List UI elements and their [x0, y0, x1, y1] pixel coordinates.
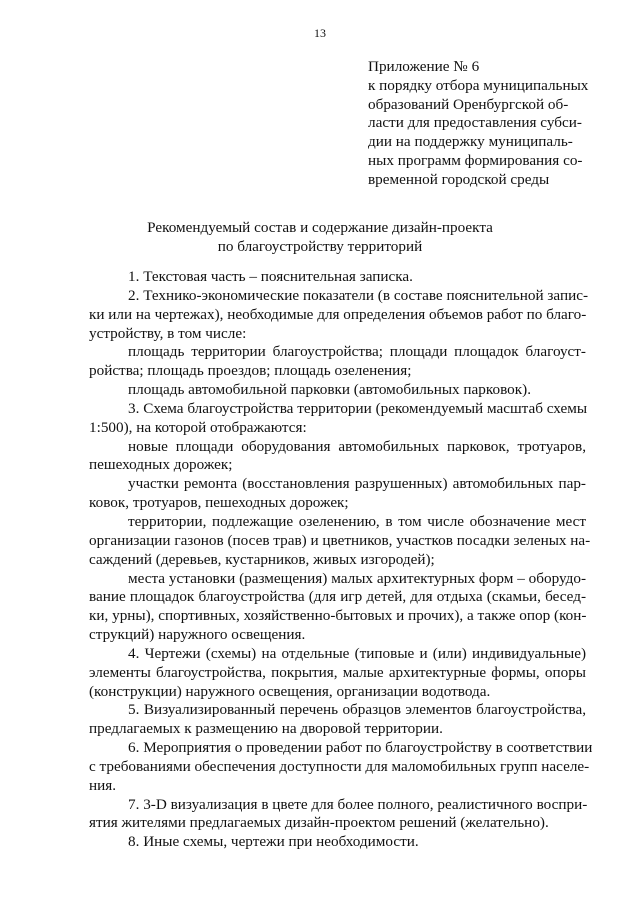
text-line: площадь автомобильной парковки (автомобильных парковок).: [128, 381, 531, 399]
text-line: элементы благоустройства, покрытия, малые архитектурные формы, опоры: [89, 663, 586, 681]
title-line: по благоустройству территорий: [217, 238, 423, 255]
appendix-line: образований Оренбургской об-: [368, 95, 569, 113]
document-title: [0, 218, 640, 256]
text-line: 8. Иные схемы, чертежи при необходимости.: [128, 833, 419, 851]
text-line: струкций) наружного освещения.: [89, 626, 306, 644]
text-line: ния.: [89, 776, 117, 794]
text-line: пешеходных дорожек;: [89, 456, 233, 474]
text-line: участки ремонта (восстановления разрушенных) автомобильных пар-: [128, 475, 586, 493]
appendix-line: ласти для предоставления субси-: [368, 114, 582, 132]
text-line: 1:500), на которой отображаются:: [89, 418, 307, 436]
text-line: предлагаемых к размещению на дворовой территории.: [89, 720, 443, 738]
text-line: с требованиями обеспечения доступности для маломобильных групп населе-: [89, 757, 590, 775]
text-line: новые площади оборудования автомобильных парковок, тротуаров,: [128, 437, 586, 455]
text-line: 7. 3-D визуализация в цвете для более полного, реалистичного воспри-: [128, 795, 588, 813]
text-line: вание площадок благоустройства (для игр детей, для отдыха (скамьи, бесед-: [89, 588, 586, 606]
appendix-line: дии на поддержку муниципаль-: [368, 133, 573, 151]
text-line: места установки (размещения) малых архитектурных форм – оборудо-: [128, 569, 586, 587]
text-line: 3. Схема благоустройства территории (рекомендуемый масштаб схемы: [128, 399, 588, 417]
page-number: 13: [314, 26, 326, 40]
title-line: Рекомендуемый состав и содержание дизайн-проекта: [147, 219, 493, 236]
appendix-line: временной городской среды: [368, 170, 550, 188]
text-line: устройству, в том числе:: [89, 324, 247, 342]
text-line: площадь территории благоустройства; площади площадок благоуст-: [128, 343, 586, 361]
document-body: [89, 268, 593, 852]
text-line: саждений (деревьев, кустарников, живых изгородей);: [89, 550, 435, 568]
text-line: 5. Визуализированный перечень образцов элементов благоустройства,: [128, 701, 586, 719]
text-line: ятия жителями предлагаемых дизайн-проектом решений (желательно).: [89, 814, 549, 832]
text-line: ковок, тротуаров, пешеходных дорожек;: [89, 494, 349, 512]
text-line: территории, подлежащие озеленению, в том числе обозначение мест: [128, 512, 586, 530]
text-line: 4. Чертежи (схемы) на отдельные (типовые и (или) индивидуальные): [128, 644, 586, 662]
text-line: ки, урны), спортивных, хозяйственно-бытовых и прочих), а также опор (кон-: [89, 607, 587, 625]
text-line: (конструкции) наружного освещения, организации водотвода.: [89, 682, 491, 700]
appendix-line: к порядку отбора муниципальных: [368, 76, 589, 94]
appendix-line: Приложение № 6: [368, 58, 480, 75]
text-line: 6. Мероприятия о проведении работ по благоустройству в соответствии: [128, 739, 593, 757]
text-line: ки или на чертежах), необходимые для определения объемов работ по благо-: [89, 305, 587, 323]
text-line: организации газонов (посев трав) и цветников, участков посадки зеленых на-: [89, 531, 591, 549]
text-line: 2. Технико-экономические показатели (в составе пояснительной запис-: [128, 286, 589, 304]
appendix-header: [368, 58, 598, 190]
text-line: 1. Текстовая часть – пояснительная записка.: [128, 268, 413, 285]
text-line: ройства; площадь проездов; площадь озеленения;: [89, 362, 412, 380]
appendix-line: ных программ формирования со-: [368, 151, 583, 169]
